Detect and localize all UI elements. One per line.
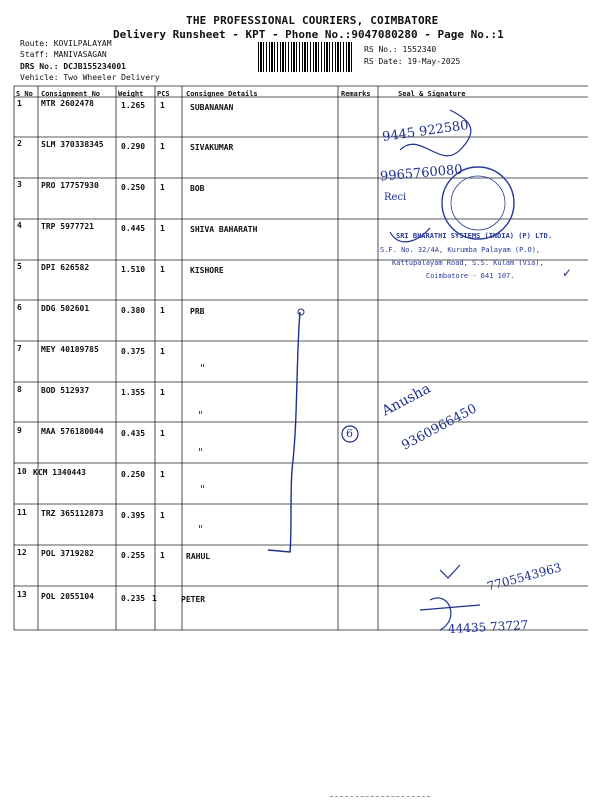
- row-weight: 0.435: [121, 429, 146, 438]
- row-weight: 1.265: [121, 101, 146, 110]
- row-consignment: PRO 17757930: [41, 181, 99, 190]
- row-pcs: 1: [160, 101, 165, 110]
- row-consignment: SLM 370338345: [41, 140, 104, 149]
- ditto-mark: ": [200, 362, 206, 375]
- row-weight: 0.255: [121, 551, 146, 560]
- row-consignment: KCM 1340443: [33, 468, 86, 477]
- row-weight: 0.380: [121, 306, 146, 315]
- row-consignee: PETER: [181, 595, 206, 604]
- row-sno: 6: [17, 303, 22, 312]
- row-consignment: BOD 512937: [41, 386, 90, 395]
- row-consignee: RAHUL: [186, 552, 211, 561]
- col-header-sno: S No: [16, 90, 33, 98]
- col-header-weight: Weight: [118, 90, 144, 98]
- row-pcs: 1: [152, 594, 157, 603]
- remark-circle-number: 6: [346, 427, 353, 440]
- ditto-mark: ": [198, 409, 204, 422]
- row-pcs: 1: [160, 388, 165, 397]
- col-header-consignee: Consignee Details: [186, 90, 258, 98]
- row-sno: 7: [17, 344, 22, 353]
- row-pcs: 1: [160, 183, 165, 192]
- row-pcs: 1: [160, 224, 165, 233]
- signature-name-row8: Anusha: [379, 380, 434, 420]
- row-pcs: 1: [160, 551, 165, 560]
- row-pcs: 1: [160, 511, 165, 520]
- row-pcs: 1: [160, 347, 165, 356]
- row-sno: 8: [17, 385, 22, 394]
- row-weight: 0.235: [121, 594, 146, 603]
- vehicle-label: Vehicle: Two Wheeler Delivery: [20, 73, 160, 82]
- company-title: THE PROFESSIONAL COURIERS, COIMBATORE: [186, 14, 439, 27]
- rs-number: RS No.: 1552340: [364, 45, 437, 54]
- footer-divider: [330, 796, 430, 797]
- row-weight: 1.510: [121, 265, 146, 274]
- row-weight: 0.290: [121, 142, 146, 151]
- runsheet-title: Delivery Runsheet - KPT - Phone No.:9047080280 - Page No.:1: [113, 28, 504, 41]
- row-consignment: POL 2055104: [41, 592, 94, 601]
- row-consignment: MTR 2602478: [41, 99, 94, 108]
- row-pcs: 1: [160, 306, 165, 315]
- rs-date: RS Date: 19-May-2025: [364, 57, 461, 66]
- signature-phone-row8: 9360966450: [399, 401, 480, 454]
- col-header-pcs: PCS: [157, 90, 170, 98]
- row-weight: 1.355: [121, 388, 146, 397]
- row-consignee: KISHORE: [190, 266, 224, 275]
- row-sno: 12: [17, 548, 27, 557]
- row-consignment: POL 3719282: [41, 549, 94, 558]
- row-sno: 10: [17, 467, 27, 476]
- ditto-mark: ": [200, 483, 206, 496]
- row-weight: 0.375: [121, 347, 146, 356]
- barcode: [258, 42, 354, 72]
- drs-number: DRS No.: DCJB155234001: [20, 62, 126, 71]
- row-consignment: MAA 576180044: [41, 427, 104, 436]
- row-consignment: MEY 40189785: [41, 345, 99, 354]
- row-weight: 0.250: [121, 183, 146, 192]
- row-consignee: PRB: [190, 307, 205, 316]
- row-consignee: SHIVA BAHARATH: [190, 225, 258, 234]
- row-consignment: DPI 626582: [41, 263, 90, 272]
- row-weight: 0.445: [121, 224, 146, 233]
- stamp-address-3: Coimbatore - 641 107.: [426, 272, 515, 280]
- route-label: Route: KOVILPALAYAM: [20, 39, 112, 48]
- row-sno: 13: [17, 590, 27, 599]
- row-pcs: 1: [160, 142, 165, 151]
- row-sno: 1: [17, 99, 22, 108]
- row-pcs: 1: [160, 470, 165, 479]
- signature-phone-row1: 9445 922580: [381, 118, 470, 145]
- row-pcs: 1: [160, 429, 165, 438]
- row-consignment: DDG 502601: [41, 304, 90, 313]
- row-consignment: TRP 5977721: [41, 222, 94, 231]
- signature-phone-row2: 9965760080: [379, 162, 464, 185]
- row-sno: 5: [17, 262, 22, 271]
- ditto-mark: ": [198, 523, 204, 536]
- stamp-address-2: Kattupalayam Road, S.S. Kulam (Via),: [392, 259, 544, 267]
- tick-mark-icon: ✓: [562, 266, 573, 280]
- stamp-company: SRI BHARATHI SYSTEMS (INDIA) (P) LTD.: [396, 232, 552, 240]
- row-sno: 4: [17, 221, 22, 230]
- row-sno: 9: [17, 426, 22, 435]
- stamp-address-1: S.F. No. 32/4A, Kurumba Palayam (P.O),: [380, 246, 541, 254]
- row-pcs: 1: [160, 265, 165, 274]
- row-consignee: SUBANANAN: [190, 103, 234, 112]
- signature-phone-row12: 7705543963: [485, 560, 563, 594]
- signature-reci: Reci: [384, 192, 407, 203]
- row-sno: 3: [17, 180, 22, 189]
- row-consignee: BOB: [190, 184, 205, 193]
- col-header-signature: Seal & Signature: [398, 90, 466, 98]
- row-weight: 0.395: [121, 511, 146, 520]
- row-sno: 11: [17, 508, 27, 517]
- col-header-consignment: Consignment No: [41, 90, 101, 98]
- row-sno: 2: [17, 139, 22, 148]
- staff-label: Staff: MANIVASAGAN: [20, 50, 107, 59]
- col-header-remarks: Remarks: [341, 90, 371, 98]
- signature-phone-row13: 44435 73727: [447, 617, 529, 637]
- row-consignment: TRZ 365112873: [41, 509, 104, 518]
- row-consignee: SIVAKUMAR: [190, 143, 234, 152]
- ditto-mark: ": [198, 446, 204, 459]
- row-weight: 0.250: [121, 470, 146, 479]
